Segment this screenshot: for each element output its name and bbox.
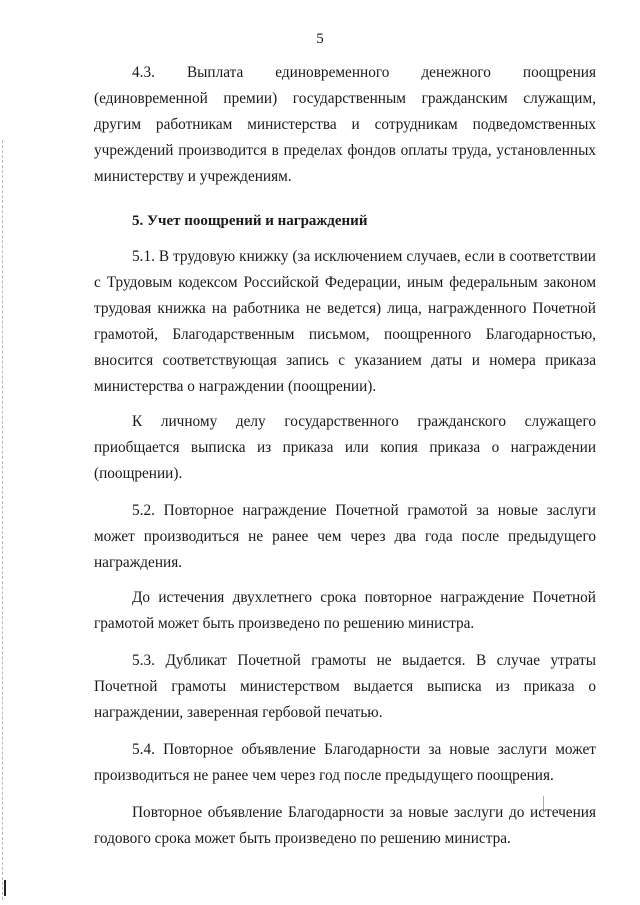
paragraph-5-3: 5.3. Дубликат Почетной грамоты не выдается. В случае утраты Почетной грамоты министерством выдается выписка из приказа о награждении, заверенная гербовой печатью. <box>94 652 596 721</box>
paragraph-two-year-term: До истечения двухлетнего срока повторное награждение Почетной грамотой может быть произведено по решению министра. <box>94 589 596 632</box>
paragraph-5-1: 5.1. В трудовую книжку (за исключением случаев, если в соответствии с Трудовым кодексом Российской Федерации, иным федеральным законом трудовая книжка на работника не ведется) лица, награжденного Почетной грамотой, Благодарственным письмом, поощренного Благодарностью, вносится соответствующая запись с указанием даты и номера приказа министерства о награждении (поощрении). <box>94 248 596 395</box>
paragraph-4-3: 4.3. Выплата единовременного денежного поощрения (единовременной премии) государственным гражданским служащим, другим работникам министерства и сотрудникам подведомственных учреждений производится в пределах фондов оплаты труда, установленных министерству и учреждениям. <box>94 64 596 185</box>
scan-edge-mark <box>4 880 6 896</box>
paragraph-5-2: 5.2. Повторное награждение Почетной грамотой за новые заслуги может производиться не ранее чем через два года после предыдущего награждения. <box>94 502 596 571</box>
paragraph-annual-term: Повторное объявление Благодарности за новые заслуги до истечения годового срока может быть произведено по решению министра. <box>94 804 596 847</box>
scan-edge-line <box>2 140 3 900</box>
document-body <box>94 60 596 852</box>
paragraph-personal-file: К личному делу государственного гражданского служащего приобщается выписка из приказа или копия приказа о награждении (поощрении). <box>94 413 596 482</box>
paragraph-5-4: 5.4. Повторное объявление Благодарности за новые заслуги может производиться не ранее чем через год после предыдущего поощрения. <box>94 741 596 784</box>
page-number: 5 <box>316 31 324 47</box>
section-heading: 5. Учет поощрений и награждений <box>132 213 368 229</box>
